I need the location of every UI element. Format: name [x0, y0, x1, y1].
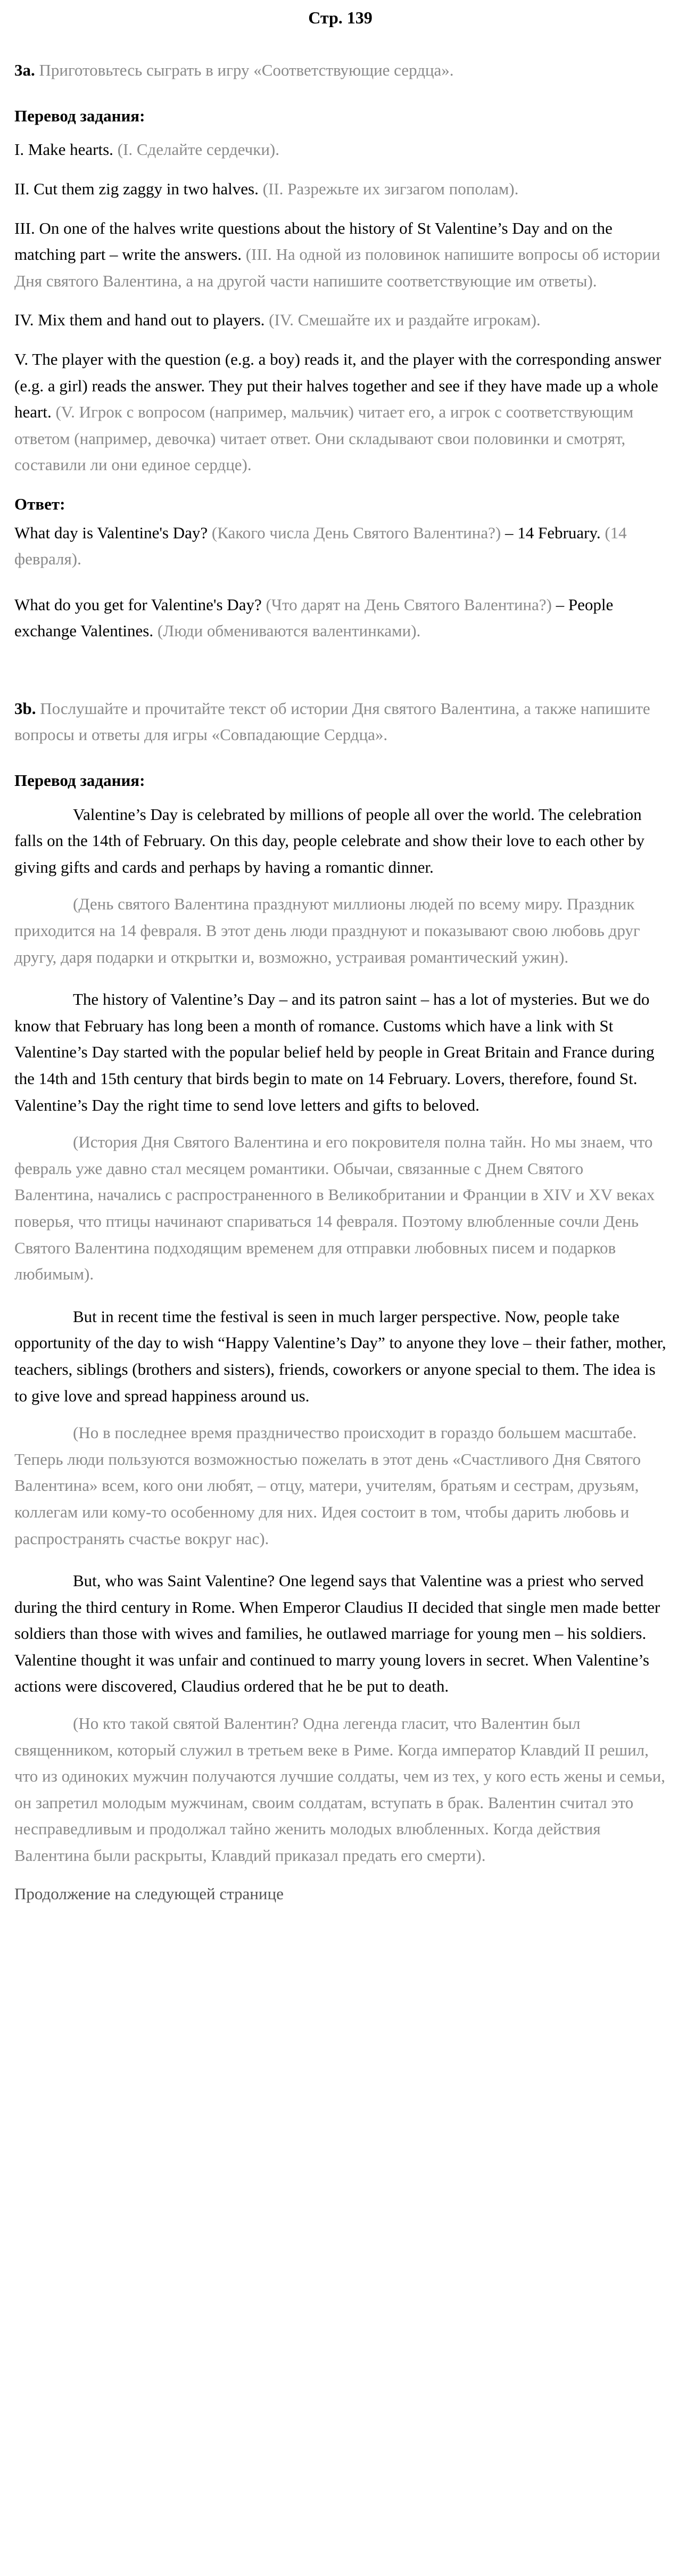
- qa-item: [14, 520, 666, 572]
- spacer: [14, 663, 666, 695]
- task-3b-instruction: [14, 695, 666, 748]
- answer-ru: (Люди обмениваются валентинками).: [157, 621, 421, 641]
- paragraph-en: But, who was Saint Valentine? One legend says that Valentine was a priest who served during the third century in Rome. When Emperor Claudius II decided that single men made better soldiers than those with wives and families, he outlawed marriage for young men – his soldiers. Valentine thought it was unfair and continued to marry young lovers in secret. When Valentine’s actions were discovered, Claudius ordered that he be put to death.: [14, 1571, 660, 1696]
- step-item: [14, 346, 666, 478]
- translation-heading-3b: Перевод задания:: [14, 771, 145, 790]
- step-ru: (IV. Смешайте их и раздайте игрокам).: [269, 310, 541, 330]
- step-item: [14, 136, 666, 163]
- step-item: [14, 176, 666, 202]
- paragraph-en: The history of Valentine’s Day – and its patron saint – has a lot of mysteries. But we do know that February has long been a month of romance. Customs which have a link with St Valentine’s Day started with the popular belief held by people in Great Britain and France during the 14th and 15th century that birds begin to mate on 14 February. Lovers, therefore, found St. Valentine’s Day the right time to send love letters and gifts to beloved.: [14, 990, 655, 1114]
- step-en: II. Cut them zig zaggy in two halves.: [14, 179, 259, 198]
- step-ru: (I. Сделайте сердечки).: [117, 140, 279, 159]
- answers-3a: [14, 520, 666, 644]
- page-number: Стр. 139: [308, 8, 373, 27]
- question-ru: (Что дарят на День Святого Валентина?): [266, 595, 552, 614]
- task-3a-instruction: [14, 57, 666, 84]
- task-3b-label: 3b.: [14, 699, 36, 718]
- step-en: IV. Mix them and hand out to players.: [14, 310, 265, 330]
- paragraph-en: Valentine’s Day is celebrated by millions of people all over the world. The celebration falls on the 14th of February. On this day, people celebrate and show their love to each other by giving gifts and cards and perhaps by having a romantic dinner.: [14, 805, 644, 876]
- step-item: [14, 215, 666, 294]
- step-ru: (II. Разрежьте их зигзагом пополам).: [262, 179, 519, 198]
- qa-item: [14, 592, 666, 644]
- question-ru: (Какого числа День Святого Валентина?): [211, 523, 501, 542]
- document-page: [14, 0, 666, 1907]
- question-en: What day is Valentine's Day?: [14, 523, 208, 542]
- task-3a-label: 3a.: [14, 61, 35, 80]
- step-ru: (III. На одной из половинок напишите вопросы об истории Дня святого Валентина, а на другой части напишите соответствующие им ответы).: [14, 245, 660, 290]
- paragraph-ru: (Но кто такой святой Валентин? Одна легенда гласит, что Валентин был священником, который служил в третьем веке в Риме. Когда император Клавдий II решил, что из одиноких мужчин получаются лучшие солдаты, чем из тех, у кого есть жены и семьи, он запретил молодым мужчинам, своим солдатам, вступать в брак. Валентин считал это несправедливым и продолжал тайно женить молодых влюбленных. Когда действия Валентина были раскрыты, Клавдий приказал предать его смерти).: [14, 1714, 665, 1865]
- paragraph-ru: (День святого Валентина празднуют миллионы людей по всему миру. Праздник приходится на 14 февраля. В этот день люди празднуют и показывают свою любовь друг другу, даря подарки и открытки и, возможно, устраивая романтический ужин).: [14, 895, 640, 966]
- answer-heading: Ответ:: [14, 494, 65, 513]
- step-en: III. On one of the halves write questions about the history of St Valentine’s Day and on the matching part – write the answers.: [14, 218, 613, 264]
- answer-ru: (14 февраля).: [14, 523, 627, 569]
- task-3b-text: Послушайте и прочитайте текст об истории Дня святого Валентина, а также напишите вопросы и ответы для игры «Совпадающие Сердца».: [14, 699, 650, 744]
- answer-en: – 14 February.: [505, 523, 601, 542]
- continued-note: Продолжение на следующей странице: [14, 1884, 284, 1903]
- paragraph-en: But in recent time the festival is seen in much larger perspective. Now, people take opportunity of the day to wish “Happy Valentine’s Day” to anyone they love – their father, mother, teachers, siblings (brothers and sisters), friends, coworkers or anyone special to them. The idea is to give love and spread happiness around us.: [14, 1307, 666, 1405]
- answer-en: – People exchange Valentines.: [14, 595, 614, 641]
- step-item: [14, 307, 666, 333]
- task-3a-text: Приготовьтесь сыграть в игру «Соответствующие сердца».: [39, 61, 454, 80]
- step-en: I. Make hearts.: [14, 140, 113, 159]
- translation-heading-3a: Перевод задания:: [14, 106, 145, 125]
- paragraph-ru: (Но в последнее время праздничество происходит в гораздо большем масштабе. Теперь люди пользуются возможностью пожелать в этот день «Счастливого Дня Святого Валентина» всем, кого они любят, – отцу, матери, учителям, братьям и сестрам, друзьям, коллегам или кому-то особенному для них. Идея состоит в том, чтобы дарить любовь и распространять счастье вокруг нас).: [14, 1423, 641, 1548]
- step-ru: (V. Игрок с вопросом (например, мальчик) читает его, а игрок с соответствующим ответом (например, девочка) читает ответ. Они складывают свои половинки и смотрят, составили ли они единое сердце).: [14, 403, 634, 474]
- steps-3a: [14, 136, 666, 478]
- step-en: V. The player with the question (e.g. a boy) reads it, and the player with the corresponding answer (e.g. a girl) reads the answer. They put their halves together and see if they have made up a whole heart.: [14, 349, 662, 422]
- question-en: What do you get for Valentine's Day?: [14, 595, 262, 614]
- paragraph-ru: (История Дня Святого Валентина и его покровителя полна тайн. Но мы знаем, что февраль уже давно стал месяцем романтики. Обычаи, связанные с Днем Святого Валентина, начались с распространенного в Великобритании и Франции в XIV и XV веках поверья, что птицы начинают спариваться 14 февраля. Поэтому влюбленные сочли День Святого Валентина подходящим временем для отправки любовных писем и подарков любимым).: [14, 1133, 655, 1284]
- text-3b: [14, 801, 666, 1869]
